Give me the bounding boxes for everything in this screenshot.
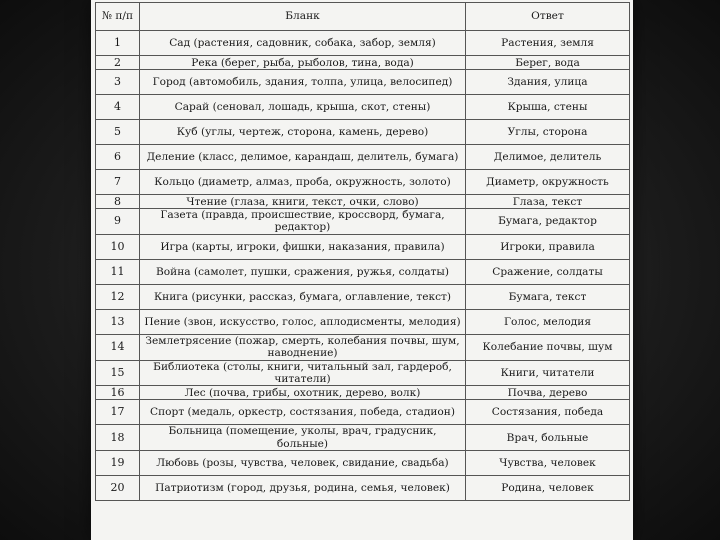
table-row bbox=[96, 195, 630, 209]
row-blank: Землетрясение (пожар, смерть, колебания почвы, шум, наводнение) bbox=[140, 334, 466, 360]
row-number: 19 bbox=[96, 451, 140, 476]
row-blank: Больница (помещение, уколы, врач, градусник, больные) bbox=[140, 425, 466, 451]
row-blank: Деление (класс, делимое, карандаш, делитель, бумага) bbox=[140, 145, 466, 170]
table-row bbox=[96, 451, 630, 476]
row-answer: Бумага, текст bbox=[466, 284, 630, 309]
row-number: 15 bbox=[96, 360, 140, 386]
row-number: 17 bbox=[96, 400, 140, 425]
table-row bbox=[96, 400, 630, 425]
row-blank: Лес (почва, грибы, охотник, дерево, волк) bbox=[140, 386, 466, 400]
row-number: 6 bbox=[96, 145, 140, 170]
row-answer: Углы, сторона bbox=[466, 120, 630, 145]
row-number: 5 bbox=[96, 120, 140, 145]
row-answer: Чувства, человек bbox=[466, 451, 630, 476]
table-row bbox=[96, 170, 630, 195]
table-row bbox=[96, 386, 630, 400]
row-answer: Делимое, делитель bbox=[466, 145, 630, 170]
row-number: 1 bbox=[96, 31, 140, 56]
table-row bbox=[96, 145, 630, 170]
row-number: 18 bbox=[96, 425, 140, 451]
table-row bbox=[96, 284, 630, 309]
row-number: 2 bbox=[96, 56, 140, 70]
row-answer: Растения, земля bbox=[466, 31, 630, 56]
row-number: 16 bbox=[96, 386, 140, 400]
word-association-table bbox=[95, 2, 630, 501]
row-answer: Состязания, победа bbox=[466, 400, 630, 425]
table-row bbox=[96, 56, 630, 70]
row-answer: Колебание почвы, шум bbox=[466, 334, 630, 360]
table-row bbox=[96, 234, 630, 259]
table-row bbox=[96, 309, 630, 334]
row-blank: Река (берег, рыба, рыболов, тина, вода) bbox=[140, 56, 466, 70]
table-row bbox=[96, 360, 630, 386]
table-row bbox=[96, 70, 630, 95]
row-number: 3 bbox=[96, 70, 140, 95]
table-row bbox=[96, 209, 630, 235]
row-number: 8 bbox=[96, 195, 140, 209]
table-row bbox=[96, 120, 630, 145]
row-blank: Пение (звон, искусство, голос, аплодисменты, мелодия) bbox=[140, 309, 466, 334]
table-row bbox=[96, 334, 630, 360]
row-number: 20 bbox=[96, 476, 140, 501]
row-number: 11 bbox=[96, 259, 140, 284]
row-blank: Кольцо (диаметр, алмаз, проба, окружность, золото) bbox=[140, 170, 466, 195]
row-number: 14 bbox=[96, 334, 140, 360]
row-answer: Родина, человек bbox=[466, 476, 630, 501]
row-blank: Книга (рисунки, рассказ, бумага, оглавление, текст) bbox=[140, 284, 466, 309]
header-answer: Ответ bbox=[466, 3, 630, 31]
row-blank: Игра (карты, игроки, фишки, наказания, правила) bbox=[140, 234, 466, 259]
table-row bbox=[96, 259, 630, 284]
row-blank: Сад (растения, садовник, собака, забор, земля) bbox=[140, 31, 466, 56]
row-number: 10 bbox=[96, 234, 140, 259]
row-blank: Газета (правда, происшествие, кроссворд, бумага, редактор) bbox=[140, 209, 466, 235]
table-row bbox=[96, 95, 630, 120]
row-answer: Берег, вода bbox=[466, 56, 630, 70]
row-blank: Любовь (розы, чувства, человек, свидание, свадьба) bbox=[140, 451, 466, 476]
row-number: 13 bbox=[96, 309, 140, 334]
row-blank: Библиотека (столы, книги, читальный зал, гардероб, читатели) bbox=[140, 360, 466, 386]
row-answer: Глаза, текст bbox=[466, 195, 630, 209]
row-answer: Голос, мелодия bbox=[466, 309, 630, 334]
table-row bbox=[96, 476, 630, 501]
row-answer: Диаметр, окружность bbox=[466, 170, 630, 195]
row-blank: Война (самолет, пушки, сражения, ружья, солдаты) bbox=[140, 259, 466, 284]
table-row bbox=[96, 31, 630, 56]
row-blank: Патриотизм (город, друзья, родина, семья, человек) bbox=[140, 476, 466, 501]
table-row bbox=[96, 425, 630, 451]
row-blank: Спорт (медаль, оркестр, состязания, победа, стадион) bbox=[140, 400, 466, 425]
row-answer: Врач, больные bbox=[466, 425, 630, 451]
header-blank: Бланк bbox=[140, 3, 466, 31]
row-blank: Сарай (сеновал, лошадь, крыша, скот, стены) bbox=[140, 95, 466, 120]
row-answer: Крыша, стены bbox=[466, 95, 630, 120]
table-header-row bbox=[96, 3, 630, 31]
row-answer: Почва, дерево bbox=[466, 386, 630, 400]
row-number: 9 bbox=[96, 209, 140, 235]
row-number: 12 bbox=[96, 284, 140, 309]
row-answer: Бумага, редактор bbox=[466, 209, 630, 235]
row-answer: Здания, улица bbox=[466, 70, 630, 95]
row-blank: Куб (углы, чертеж, сторона, камень, дерево) bbox=[140, 120, 466, 145]
row-blank: Город (автомобиль, здания, толпа, улица, велосипед) bbox=[140, 70, 466, 95]
row-blank: Чтение (глаза, книги, текст, очки, слово) bbox=[140, 195, 466, 209]
row-number: 4 bbox=[96, 95, 140, 120]
row-answer: Игроки, правила bbox=[466, 234, 630, 259]
row-answer: Сражение, солдаты bbox=[466, 259, 630, 284]
row-answer: Книги, читатели bbox=[466, 360, 630, 386]
document-page bbox=[91, 0, 633, 540]
header-number: № п/п bbox=[96, 3, 140, 31]
row-number: 7 bbox=[96, 170, 140, 195]
